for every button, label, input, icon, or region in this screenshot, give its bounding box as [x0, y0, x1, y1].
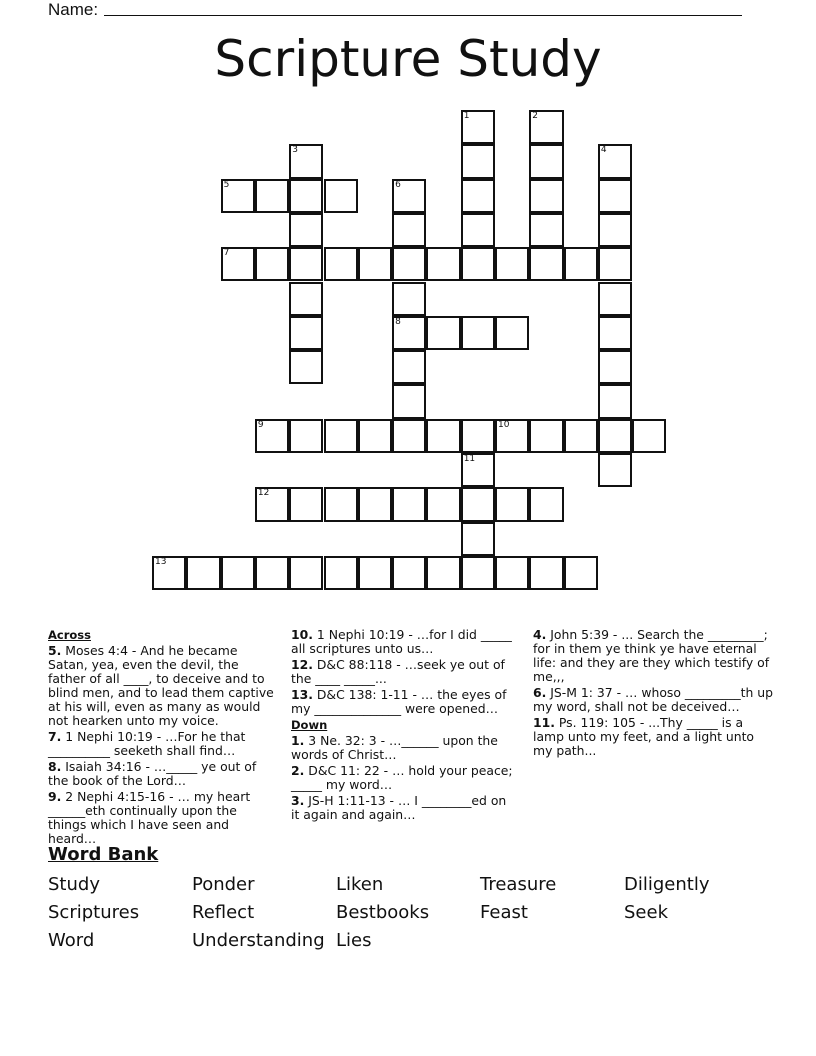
crossword-cell[interactable]	[529, 247, 563, 281]
clue-number: 2	[532, 111, 539, 121]
crossword-cell[interactable]	[632, 419, 666, 453]
clue-number: 13	[155, 556, 167, 567]
crossword-cell[interactable]	[461, 144, 495, 178]
clue-across-13: 13. D&C 138: 1-11 - … the eyes of my ______________ were opened…	[291, 687, 507, 716]
crossword-cell[interactable]	[564, 247, 598, 281]
word-bank-item: Reflect	[192, 902, 255, 923]
crossword-cell[interactable]	[221, 556, 255, 590]
crossword-cell[interactable]	[598, 282, 632, 316]
crossword-cell[interactable]	[426, 419, 460, 453]
down-heading: Down	[291, 718, 328, 732]
crossword-cell[interactable]	[598, 453, 632, 487]
crossword-cell[interactable]	[358, 556, 392, 590]
name-label: Name:	[48, 0, 99, 19]
clue-across-8: 8. Isaiah 34:16 - …_____ ye out of the book of the Lord…	[48, 759, 257, 788]
clue-number: 3	[292, 145, 298, 156]
clue-across-10: 10. 1 Nephi 10:19 - …for I did _____ all scriptures unto us…	[291, 627, 512, 656]
crossword-cell[interactable]	[461, 556, 495, 590]
word-bank-item: Feast	[480, 902, 528, 923]
crossword-cell[interactable]	[255, 487, 289, 521]
crossword-cell[interactable]	[221, 247, 255, 281]
crossword-cell[interactable]	[289, 487, 323, 521]
crossword-cell[interactable]	[598, 144, 632, 178]
crossword-cell[interactable]	[598, 316, 632, 350]
crossword-cell[interactable]	[392, 384, 426, 418]
clue-across-7: 7. 1 Nephi 10:19 - …For he that __________ seeketh shall find…	[48, 729, 246, 758]
crossword-cell[interactable]	[289, 556, 323, 590]
crossword-cell[interactable]	[461, 453, 495, 487]
crossword-cell[interactable]	[358, 247, 392, 281]
crossword-cell[interactable]	[289, 350, 323, 384]
crossword-cell[interactable]	[598, 419, 632, 453]
crossword-cell[interactable]	[529, 144, 563, 178]
crossword-cell[interactable]	[152, 556, 186, 590]
clue-number: 5	[223, 179, 230, 190]
crossword-cell[interactable]	[392, 179, 426, 213]
word-bank-item: Diligently	[624, 874, 710, 895]
crossword-cell[interactable]	[529, 213, 563, 247]
crossword-cell[interactable]	[255, 179, 289, 213]
crossword-cell[interactable]	[598, 179, 632, 213]
crossword-cell[interactable]	[461, 247, 495, 281]
crossword-cell[interactable]	[255, 419, 289, 453]
crossword-cell[interactable]	[186, 556, 220, 590]
crossword-cell[interactable]	[461, 419, 495, 453]
crossword-cell[interactable]	[461, 522, 495, 556]
word-bank-item: Word	[48, 930, 95, 951]
clue-down-11: 11. Ps. 119: 105 - ...Thy _____ is a lamp unto my feet, and a light unto my path...	[533, 715, 755, 758]
crossword-cell[interactable]	[392, 487, 426, 521]
crossword-cell[interactable]	[289, 179, 323, 213]
crossword-cell[interactable]	[495, 419, 529, 453]
crossword-cell[interactable]	[324, 556, 358, 590]
crossword-cell[interactable]	[495, 487, 529, 521]
crossword-cell[interactable]	[289, 282, 323, 316]
crossword-cell[interactable]	[392, 247, 426, 281]
clues-column-3	[533, 628, 773, 760]
crossword-cell[interactable]	[495, 316, 529, 350]
crossword-cell[interactable]	[392, 419, 426, 453]
crossword-cell[interactable]	[324, 487, 358, 521]
crossword-cell[interactable]	[529, 179, 563, 213]
clue-across-5: 5. Moses 4:4 - And he became Satan, yea, even the devil, the father of all ____, to deceive and to blind men, and to lead them captive at his will, even as many as would not hearken unto my voice.	[48, 643, 274, 728]
crossword-cell[interactable]	[461, 316, 495, 350]
crossword-cell[interactable]	[529, 110, 563, 144]
crossword-cell[interactable]	[461, 213, 495, 247]
crossword-cell[interactable]	[495, 247, 529, 281]
crossword-cell[interactable]	[426, 316, 460, 350]
clue-number: 11	[463, 454, 476, 464]
crossword-cell[interactable]	[598, 247, 632, 281]
crossword-cell[interactable]	[392, 213, 426, 247]
clue-number: 12	[257, 488, 270, 499]
crossword-cell[interactable]	[426, 247, 460, 281]
crossword-cell[interactable]	[289, 213, 323, 247]
word-bank-item: Understanding	[192, 930, 325, 951]
across-heading: Across	[48, 628, 91, 642]
clue-number: 6	[395, 179, 401, 190]
word-bank-item: Ponder	[192, 874, 255, 895]
crossword-cell[interactable]	[495, 556, 529, 590]
clue-number: 9	[257, 419, 264, 430]
clue-number: 4	[600, 145, 607, 156]
crossword-cell[interactable]	[289, 247, 323, 281]
clues-column-1	[48, 628, 278, 848]
clue-across-9: 9. 2 Nephi 4:15-16 - … my heart ______eth continually upon the things which I have seen and heard…	[48, 789, 251, 846]
crossword-cell[interactable]	[461, 179, 495, 213]
crossword-cell[interactable]	[426, 556, 460, 590]
crossword-cell[interactable]	[392, 350, 426, 384]
crossword-cell[interactable]	[255, 556, 289, 590]
clue-number: 7	[223, 248, 230, 259]
crossword-cell[interactable]	[529, 419, 563, 453]
clue-down-2: 2. D&C 11: 22 - … hold your peace; _____ my word…	[291, 763, 513, 792]
crossword-cell[interactable]	[392, 282, 426, 316]
crossword-cell[interactable]	[598, 213, 632, 247]
crossword-cell[interactable]	[324, 247, 358, 281]
clue-down-6: 6. JS-M 1: 37 - … whoso _________th up my word, shall not be deceived…	[533, 685, 774, 714]
crossword-cell[interactable]	[392, 556, 426, 590]
word-bank-item: Bestbooks	[336, 902, 430, 923]
clue-across-12: 12. D&C 88:118 - …seek ye out of the ____ _____...	[291, 657, 505, 686]
word-bank-title: Word Bank	[48, 844, 159, 865]
word-bank-item: Treasure	[480, 874, 557, 895]
crossword-cell[interactable]	[564, 419, 598, 453]
clue-number: 1	[463, 111, 470, 121]
crossword-cell[interactable]	[324, 419, 358, 453]
crossword-cell[interactable]	[461, 487, 495, 521]
crossword-cell[interactable]	[598, 384, 632, 418]
word-bank-item: Scriptures	[48, 902, 140, 923]
crossword-cell[interactable]	[564, 556, 598, 590]
crossword-cell[interactable]	[529, 556, 563, 590]
crossword-cell[interactable]	[324, 179, 358, 213]
word-bank-item: Study	[48, 874, 100, 895]
clue-down-1: 1. 3 Ne. 32: 3 - …______ upon the words of Christ…	[291, 733, 498, 762]
word-bank-item: Lies	[336, 930, 372, 951]
clues-column-2	[291, 628, 517, 824]
crossword-cell[interactable]	[255, 247, 289, 281]
crossword-cell[interactable]	[529, 487, 563, 521]
clue-down-3: 3. JS-H 1:11-13 - … I ________ed on it again and again…	[291, 793, 507, 822]
page-title: Scripture Study	[214, 30, 602, 88]
crossword-cell[interactable]	[221, 179, 255, 213]
clue-down-4: 4. John 5:39 - ... Search the _________; for in them ye think ye have eternal life: and they are they which testify of me,,,	[533, 627, 770, 684]
crossword-cell[interactable]	[426, 487, 460, 521]
clue-number: 10	[498, 419, 510, 430]
word-bank-item: Liken	[336, 874, 384, 895]
crossword-cell[interactable]	[289, 144, 323, 178]
clue-number: 8	[395, 316, 401, 327]
crossword-cell[interactable]	[461, 110, 495, 144]
crossword-cell[interactable]	[289, 419, 323, 453]
crossword-cell[interactable]	[358, 487, 392, 521]
crossword-cell[interactable]	[358, 419, 392, 453]
crossword-cell[interactable]	[392, 316, 426, 350]
crossword-cell[interactable]	[289, 316, 323, 350]
word-bank-item: Seek	[624, 902, 668, 923]
crossword-cell[interactable]	[598, 350, 632, 384]
